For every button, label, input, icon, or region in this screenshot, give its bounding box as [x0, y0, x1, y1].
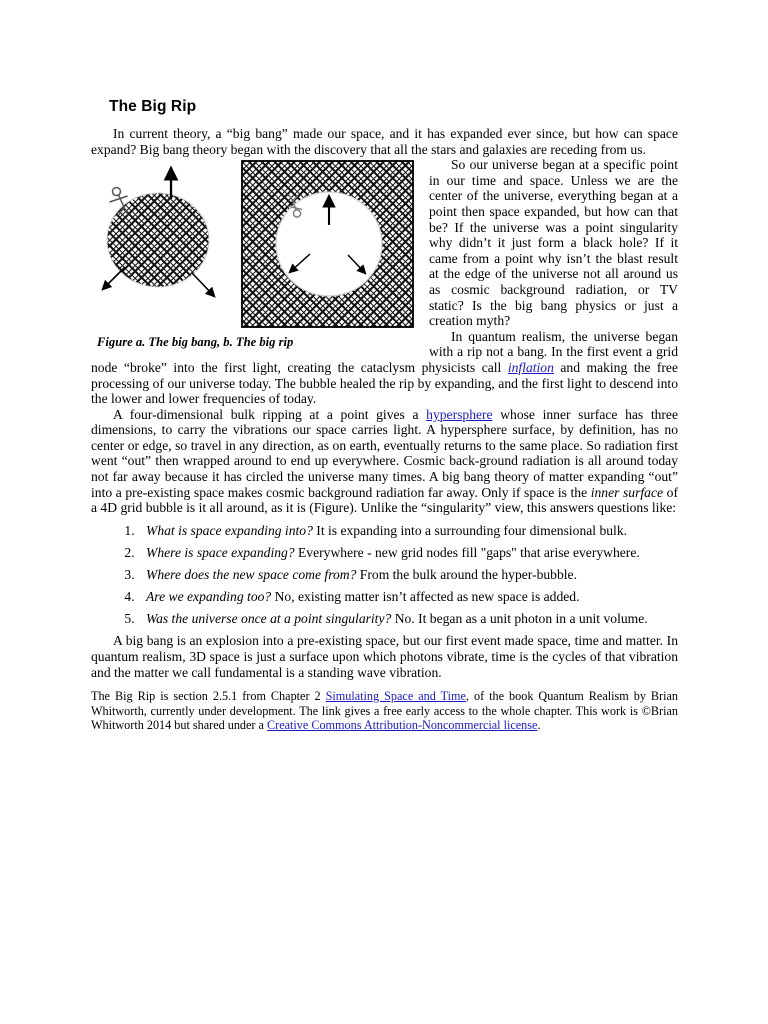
big-bang-circle-figure — [97, 163, 222, 311]
expansion-arrow-down-right — [192, 273, 214, 296]
question-text: Where does the new space come from? — [146, 567, 357, 583]
answer-text: It is expanding into a surrounding four dimensional bulk. — [312, 522, 628, 538]
footer-text-part1: The Big Rip is section 2.5.1 from Chapter 2 — [91, 689, 326, 704]
list-item — [138, 611, 678, 627]
expansion-arrow-down-left — [103, 267, 125, 289]
quantum-realism-text-b: and making the free processing of our universe today. The bubble healed the rip by expanding, and the first light to descend into the lower and lower frequencies of today. — [91, 359, 678, 407]
list-item — [138, 589, 678, 605]
footer-text-part3: . — [537, 717, 541, 732]
list-item — [138, 567, 678, 583]
hypersphere-text-a: A four-dimensional bulk ripping at a point gives a — [113, 406, 427, 422]
hypersphere-text-b: whose inner surface has three dimensions, to carry the vibrations our space carries light. A hypersphere surface, by definition, has no center or edge, so travel in any direction, as on earth, eventually returns to the same place. So radiation first went “out” then wrapped around to end up everywhere. Cosmic back-ground radiation is all around today not far away because it has circled the universe many times. A big bang theory of matter expanding “out” into a pre-existing space makes cosmic background radiation far away. Only if space is the — [91, 406, 678, 500]
answer-text: No, existing matter isn’t affected as new space is added. — [271, 589, 580, 605]
hypersphere-paragraph — [91, 407, 678, 516]
attribution-footer — [91, 689, 678, 732]
figure-images — [91, 159, 421, 331]
list-item — [138, 545, 678, 561]
hypersphere-link[interactable]: hypersphere — [426, 406, 493, 422]
creative-commons-license-link[interactable]: Creative Commons Attribution-Noncommercial license — [267, 717, 538, 732]
inner-surface-emphasis: inner surface — [590, 484, 664, 500]
document-content — [91, 98, 678, 732]
quantum-realism-text-a: In quantum realism, the universe began with a rip not a bang. In the first event a grid node “broke” into the first light, creating the cataclysm physicists call — [91, 328, 678, 375]
wrapped-right-column-paragraph: So our universe began at a specific point in our time and space. Unless we are the center of the universe, everything began at a point then space expanded, but how can that be? If the universe was a point singularity why didn’t it just form a black hole? If it came from a point why isn’t the blast result at the edge of the universe not all around us as cosmic background radiation, or TV static? Is the big bang physics or just a creation myth? — [429, 157, 678, 329]
simulating-space-and-time-link[interactable]: Simulating Space and Time — [325, 689, 466, 704]
closing-paragraph: A big bang is an explosion into a pre-existing space, but our first event made space, time and matter. In quantum realism, 3D space is just a surface upon which photons vibrate, time is the cycles of that vibration and the matter we call fundamental is a standing wave vibration. — [91, 633, 678, 680]
questions-list — [91, 523, 678, 627]
answer-text: Everywhere - new grid nodes fill "gaps" that arise everywhere. — [294, 544, 640, 560]
list-item — [138, 523, 678, 539]
figure-block — [91, 159, 421, 350]
question-text: Was the universe once at a point singularity? — [146, 611, 392, 627]
answer-text: From the bulk around the hyper-bubble. — [356, 567, 577, 583]
question-text: Are we expanding too? — [146, 589, 272, 605]
big-rip-square-figure — [240, 159, 415, 329]
intro-paragraph: In current theory, a “big bang” made our space, and it has expanded ever since, but how can space expand? Big bang theory began with the discovery that all the stars and galaxies are receding from us. — [91, 126, 678, 157]
inflation-link[interactable]: inflation — [507, 359, 554, 375]
page-title: The Big Rip — [109, 98, 197, 115]
hypersphere-text-c: of a 4D grid bubble is it all around, as it is (Figure). Unlike the “singularity” view, this answers questions like: — [91, 484, 678, 516]
question-text: Where is space expanding? — [146, 544, 295, 560]
question-text: What is space expanding into? — [146, 522, 313, 538]
answer-text: No. It began as a unit photon in a unit volume. — [391, 611, 648, 627]
figure-caption: Figure a. The big bang, b. The big rip — [97, 335, 294, 350]
footer-text-part2: , of the book Quantum Realism by Brian Whitworth, currently under development. The link gives a free early access to the whole chapter. This work is ©Brian Whitworth 2014 but shared under a — [91, 689, 679, 732]
